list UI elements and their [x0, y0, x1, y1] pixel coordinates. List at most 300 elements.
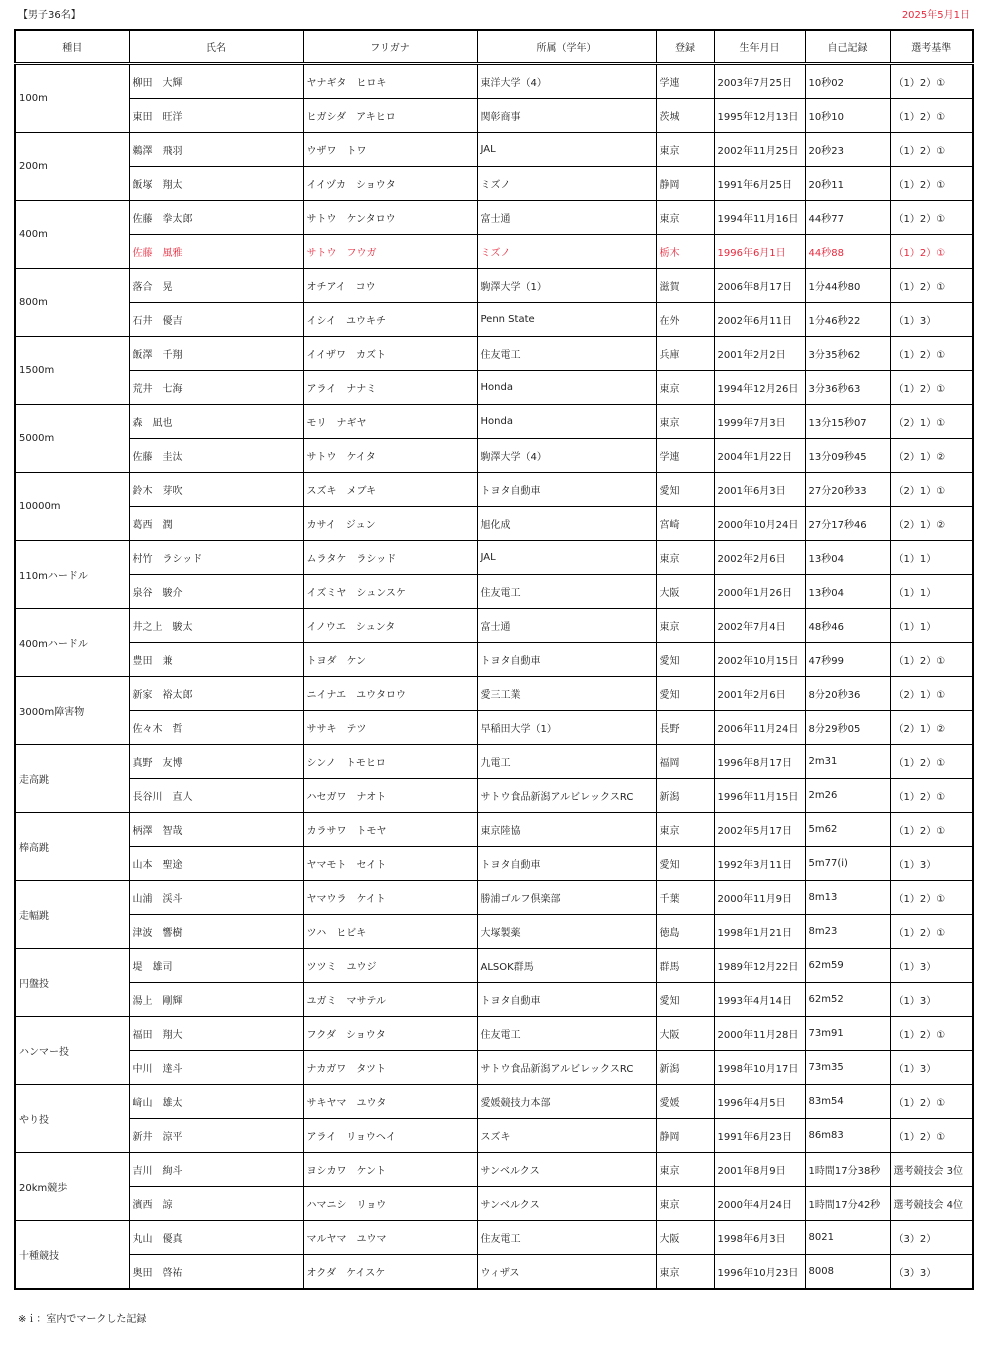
birthdate-cell: 1992年3月11日 [714, 847, 805, 881]
athlete-kana-cell: モリ ナギヤ [303, 405, 477, 439]
table-row [15, 167, 973, 201]
event-cell: 20km競歩 [15, 1153, 129, 1221]
birthdate-cell: 1994年12月26日 [714, 371, 805, 405]
personal-best-cell: 62m59 [805, 949, 890, 983]
affiliation-cell: トヨタ自動車 [477, 643, 656, 677]
personal-best-cell: 20秒11 [805, 167, 890, 201]
table-row [15, 473, 973, 507]
criteria-cell: （1）2）① [890, 1119, 973, 1153]
athlete-name-cell: 佐藤 風雅 [129, 235, 303, 269]
affiliation-cell: JAL [477, 541, 656, 575]
table-row [15, 133, 973, 167]
athlete-kana-cell: サトウ ケイタ [303, 439, 477, 473]
criteria-cell: （1）2）① [890, 643, 973, 677]
criteria-cell: （1）2）① [890, 337, 973, 371]
personal-best-cell: 73m35 [805, 1051, 890, 1085]
table-row [15, 303, 973, 337]
personal-best-cell: 13分09秒45 [805, 439, 890, 473]
table-row [15, 677, 973, 711]
registration-cell: 大阪 [656, 1017, 714, 1051]
registration-cell: 東京 [656, 813, 714, 847]
birthdate-cell: 1996年11月15日 [714, 779, 805, 813]
birthdate-cell: 1996年10月23日 [714, 1255, 805, 1290]
affiliation-cell: ミズノ [477, 167, 656, 201]
registration-cell: 愛知 [656, 847, 714, 881]
birthdate-cell: 2003年7月25日 [714, 64, 805, 99]
athlete-name-cell: 森 凪也 [129, 405, 303, 439]
affiliation-cell: ミズノ [477, 235, 656, 269]
personal-best-cell: 47秒99 [805, 643, 890, 677]
criteria-cell: （1）3） [890, 847, 973, 881]
registration-cell: 静岡 [656, 1119, 714, 1153]
athlete-kana-cell: ツツミ ユウジ [303, 949, 477, 983]
criteria-cell: 選考競技会 3位 [890, 1153, 973, 1187]
criteria-cell: （1）2）① [890, 64, 973, 99]
criteria-cell: （1）2）① [890, 915, 973, 949]
athlete-kana-cell: ムラタケ ラシッド [303, 541, 477, 575]
athlete-name-cell: 新井 涼平 [129, 1119, 303, 1153]
athlete-name-cell: 落合 晃 [129, 269, 303, 303]
criteria-cell: （1）2）① [890, 881, 973, 915]
affiliation-cell: サトウ食品新潟アルビレックスRC [477, 779, 656, 813]
table-row [15, 1153, 973, 1187]
personal-best-cell: 8分20秒36 [805, 677, 890, 711]
athlete-name-cell: 奥田 啓祐 [129, 1255, 303, 1290]
roster-table [14, 29, 974, 1290]
athlete-kana-cell: シンノ トモヒロ [303, 745, 477, 779]
athlete-name-cell: 津波 響樹 [129, 915, 303, 949]
table-row [15, 813, 973, 847]
personal-best-cell: 8021 [805, 1221, 890, 1255]
affiliation-cell: 駒澤大学（1） [477, 269, 656, 303]
registration-cell: 静岡 [656, 167, 714, 201]
birthdate-cell: 1996年6月1日 [714, 235, 805, 269]
criteria-cell: （1）2）① [890, 745, 973, 779]
affiliation-cell: 富士通 [477, 201, 656, 235]
athlete-kana-cell: ササキ テツ [303, 711, 477, 745]
criteria-cell: （1）2）① [890, 201, 973, 235]
athlete-name-cell: 真野 友博 [129, 745, 303, 779]
personal-best-cell: 5m62 [805, 813, 890, 847]
athlete-kana-cell: アライ ナナミ [303, 371, 477, 405]
personal-best-cell: 8m13 [805, 881, 890, 915]
affiliation-cell: Penn State [477, 303, 656, 337]
affiliation-cell: スズキ [477, 1119, 656, 1153]
criteria-cell: （1）2）① [890, 167, 973, 201]
registration-cell: 長野 [656, 711, 714, 745]
athlete-name-cell: 﨑山 雄太 [129, 1085, 303, 1119]
event-cell: 100m [15, 64, 129, 133]
personal-best-cell: 20秒23 [805, 133, 890, 167]
criteria-cell: （1）1） [890, 609, 973, 643]
criteria-cell: （1）3） [890, 303, 973, 337]
affiliation-cell: 住友電工 [477, 1017, 656, 1051]
personal-best-cell: 2m31 [805, 745, 890, 779]
event-cell: 十種競技 [15, 1221, 129, 1290]
event-cell: 400mハードル [15, 609, 129, 677]
table-row [15, 847, 973, 881]
criteria-cell: （1）2）① [890, 1085, 973, 1119]
criteria-cell: （1）2）① [890, 269, 973, 303]
athlete-name-cell: 豊田 兼 [129, 643, 303, 677]
criteria-cell: （1）2）① [890, 371, 973, 405]
registration-cell: 愛知 [656, 643, 714, 677]
athlete-kana-cell: ウザワ トワ [303, 133, 477, 167]
birthdate-cell: 2002年2月6日 [714, 541, 805, 575]
affiliation-cell: Honda [477, 405, 656, 439]
criteria-cell: （1）1） [890, 575, 973, 609]
personal-best-cell: 8008 [805, 1255, 890, 1290]
table-row [15, 949, 973, 983]
athlete-kana-cell: オチアイ コウ [303, 269, 477, 303]
birthdate-cell: 2006年8月17日 [714, 269, 805, 303]
affiliation-cell: 住友電工 [477, 1221, 656, 1255]
personal-best-cell: 10秒10 [805, 99, 890, 133]
birthdate-cell: 2001年2月2日 [714, 337, 805, 371]
column-header-criteria: 選考基準 [890, 30, 973, 64]
birthdate-cell: 2001年8月9日 [714, 1153, 805, 1187]
personal-best-cell: 44秒77 [805, 201, 890, 235]
registration-cell: 愛媛 [656, 1085, 714, 1119]
table-row [15, 1221, 973, 1255]
birthdate-cell: 2000年1月26日 [714, 575, 805, 609]
athlete-name-cell: 柄澤 智哉 [129, 813, 303, 847]
affiliation-cell: サトウ食品新潟アルビレックスRC [477, 1051, 656, 1085]
registration-cell: 愛知 [656, 677, 714, 711]
affiliation-cell: 愛媛競技力本部 [477, 1085, 656, 1119]
personal-best-cell: 48秒46 [805, 609, 890, 643]
birthdate-cell: 2002年11月25日 [714, 133, 805, 167]
athlete-name-cell: 鵜澤 飛羽 [129, 133, 303, 167]
column-header-personal-best: 自己記録 [805, 30, 890, 64]
table-row [15, 711, 973, 745]
criteria-cell: （1）2）① [890, 813, 973, 847]
registration-cell: 東京 [656, 1153, 714, 1187]
personal-best-cell: 1分44秒80 [805, 269, 890, 303]
registration-cell: 大阪 [656, 1221, 714, 1255]
athlete-name-cell: 鈴木 芽吹 [129, 473, 303, 507]
personal-best-cell: 86m83 [805, 1119, 890, 1153]
event-cell: 走幅跳 [15, 881, 129, 949]
table-row [15, 1051, 973, 1085]
athlete-name-cell: 東田 旺洋 [129, 99, 303, 133]
affiliation-cell: 住友電工 [477, 575, 656, 609]
event-cell: 110mハードル [15, 541, 129, 609]
registration-cell: 学連 [656, 64, 714, 99]
registration-cell: 在外 [656, 303, 714, 337]
athlete-kana-cell: トヨダ ケン [303, 643, 477, 677]
event-cell: 1500m [15, 337, 129, 405]
table-row [15, 541, 973, 575]
birthdate-cell: 1996年8月17日 [714, 745, 805, 779]
birthdate-cell: 2002年5月17日 [714, 813, 805, 847]
athlete-kana-cell: イシイ ユウキチ [303, 303, 477, 337]
registration-cell: 宮崎 [656, 507, 714, 541]
birthdate-cell: 2000年10月24日 [714, 507, 805, 541]
affiliation-cell: 東京陸協 [477, 813, 656, 847]
affiliation-cell: JAL [477, 133, 656, 167]
table-row [15, 337, 973, 371]
registration-cell: 東京 [656, 133, 714, 167]
affiliation-cell: Honda [477, 371, 656, 405]
registration-cell: 新潟 [656, 1051, 714, 1085]
column-header-affiliation: 所属（学年） [477, 30, 656, 64]
registration-cell: 群馬 [656, 949, 714, 983]
athlete-name-cell: 福田 翔大 [129, 1017, 303, 1051]
athlete-name-cell: 泉谷 駿介 [129, 575, 303, 609]
event-cell: やり投 [15, 1085, 129, 1153]
event-cell: 200m [15, 133, 129, 201]
criteria-cell: （1）3） [890, 949, 973, 983]
athlete-kana-cell: ツハ ヒビキ [303, 915, 477, 949]
personal-best-cell: 27分17秒46 [805, 507, 890, 541]
registration-cell: 大阪 [656, 575, 714, 609]
criteria-cell: （2）1）② [890, 507, 973, 541]
affiliation-cell: 大塚製薬 [477, 915, 656, 949]
birthdate-cell: 2000年11月28日 [714, 1017, 805, 1051]
registration-cell: 東京 [656, 405, 714, 439]
birthdate-cell: 1999年7月3日 [714, 405, 805, 439]
birthdate-cell: 2001年6月3日 [714, 473, 805, 507]
birthdate-cell: 2001年2月6日 [714, 677, 805, 711]
column-header-birthdate: 生年月日 [714, 30, 805, 64]
registration-cell: 滋賀 [656, 269, 714, 303]
personal-best-cell: 8m23 [805, 915, 890, 949]
event-cell: 5000m [15, 405, 129, 473]
athlete-kana-cell: ハセガワ ナオト [303, 779, 477, 813]
table-row [15, 779, 973, 813]
athlete-kana-cell: ハマニシ リョウ [303, 1187, 477, 1221]
athlete-name-cell: 新家 裕太郎 [129, 677, 303, 711]
athlete-kana-cell: ヤナギタ ヒロキ [303, 64, 477, 99]
affiliation-cell: 九電工 [477, 745, 656, 779]
personal-best-cell: 27分20秒33 [805, 473, 890, 507]
registration-cell: 兵庫 [656, 337, 714, 371]
athlete-name-cell: 佐藤 拳太郎 [129, 201, 303, 235]
athlete-name-cell: 柳田 大輝 [129, 64, 303, 99]
athlete-kana-cell: ヒガシダ アキヒロ [303, 99, 477, 133]
affiliation-cell: 愛三工業 [477, 677, 656, 711]
birthdate-cell: 1996年4月5日 [714, 1085, 805, 1119]
birthdate-cell: 2002年7月4日 [714, 609, 805, 643]
table-row [15, 1085, 973, 1119]
criteria-cell: （1）1） [890, 541, 973, 575]
criteria-cell: （1）2）① [890, 235, 973, 269]
table-row [15, 201, 973, 235]
table-row [15, 1255, 973, 1290]
birthdate-cell: 2006年11月24日 [714, 711, 805, 745]
registration-cell: 茨城 [656, 99, 714, 133]
table-row [15, 1017, 973, 1051]
athlete-kana-cell: ニイナエ ユウタロウ [303, 677, 477, 711]
column-header-name: 氏名 [129, 30, 303, 64]
event-cell: 走高跳 [15, 745, 129, 813]
athlete-name-cell: 丸山 優真 [129, 1221, 303, 1255]
personal-best-cell: 62m52 [805, 983, 890, 1017]
registration-cell: 愛知 [656, 983, 714, 1017]
event-cell: ハンマー投 [15, 1017, 129, 1085]
affiliation-cell: ALSOK群馬 [477, 949, 656, 983]
registration-cell: 東京 [656, 541, 714, 575]
criteria-cell: （2）1）② [890, 711, 973, 745]
table-row [15, 235, 973, 269]
athlete-kana-cell: マルヤマ ユウマ [303, 1221, 477, 1255]
birthdate-cell: 2002年6月11日 [714, 303, 805, 337]
personal-best-cell: 73m91 [805, 1017, 890, 1051]
birthdate-cell: 1991年6月23日 [714, 1119, 805, 1153]
birthdate-cell: 1995年12月13日 [714, 99, 805, 133]
affiliation-cell: サンベルクス [477, 1153, 656, 1187]
criteria-cell: （2）1）① [890, 405, 973, 439]
athlete-kana-cell: カラサワ トモヤ [303, 813, 477, 847]
event-cell: 棒高跳 [15, 813, 129, 881]
table-row [15, 507, 973, 541]
affiliation-cell: 住友電工 [477, 337, 656, 371]
registration-cell: 東京 [656, 1255, 714, 1290]
criteria-cell: （1）2）① [890, 99, 973, 133]
personal-best-cell: 5m77(i) [805, 847, 890, 881]
athlete-name-cell: 佐藤 圭汰 [129, 439, 303, 473]
affiliation-cell: 勝浦ゴルフ倶楽部 [477, 881, 656, 915]
registration-cell: 東京 [656, 371, 714, 405]
column-header-registration: 登録 [656, 30, 714, 64]
registration-cell: 学連 [656, 439, 714, 473]
birthdate-cell: 1998年10月17日 [714, 1051, 805, 1085]
athlete-name-cell: 長谷川 直人 [129, 779, 303, 813]
athlete-name-cell: 石井 優吉 [129, 303, 303, 337]
athlete-name-cell: 井之上 駿太 [129, 609, 303, 643]
table-row [15, 983, 973, 1017]
athlete-name-cell: 中川 達斗 [129, 1051, 303, 1085]
personal-best-cell: 13分15秒07 [805, 405, 890, 439]
athlete-kana-cell: ナカガワ タツト [303, 1051, 477, 1085]
table-row [15, 1119, 973, 1153]
criteria-cell: （1）3） [890, 1051, 973, 1085]
registration-cell: 東京 [656, 609, 714, 643]
criteria-cell: （1）2）① [890, 779, 973, 813]
personal-best-cell: 3分36秒63 [805, 371, 890, 405]
table-header-row [15, 30, 973, 64]
affiliation-cell: 旭化成 [477, 507, 656, 541]
athlete-name-cell: 佐々木 哲 [129, 711, 303, 745]
personal-best-cell: 8分29秒05 [805, 711, 890, 745]
criteria-cell: （1）2）① [890, 133, 973, 167]
personal-best-cell: 2m26 [805, 779, 890, 813]
event-cell: 10000m [15, 473, 129, 541]
athlete-name-cell: 山浦 渓斗 [129, 881, 303, 915]
affiliation-cell: サンベルクス [477, 1187, 656, 1221]
athlete-name-cell: 荒井 七海 [129, 371, 303, 405]
table-row [15, 99, 973, 133]
column-header-kana: フリガナ [303, 30, 477, 64]
affiliation-cell: ウィザス [477, 1255, 656, 1290]
athlete-kana-cell: オクダ ケイスケ [303, 1255, 477, 1290]
registration-cell: 千葉 [656, 881, 714, 915]
table-row [15, 371, 973, 405]
personal-best-cell: 1時間17分42秒 [805, 1187, 890, 1221]
table-row [15, 269, 973, 303]
affiliation-cell: トヨタ自動車 [477, 473, 656, 507]
table-row [15, 1187, 973, 1221]
athlete-name-cell: 飯塚 翔太 [129, 167, 303, 201]
criteria-cell: （3）2） [890, 1221, 973, 1255]
athlete-kana-cell: サトウ ケンタロウ [303, 201, 477, 235]
column-header-event: 種目 [15, 30, 129, 64]
personal-best-cell: 1時間17分38秒 [805, 1153, 890, 1187]
table-row [15, 575, 973, 609]
registration-cell: 新潟 [656, 779, 714, 813]
athlete-kana-cell: フクダ ショウタ [303, 1017, 477, 1051]
registration-cell: 愛知 [656, 473, 714, 507]
affiliation-cell: トヨタ自動車 [477, 983, 656, 1017]
athlete-kana-cell: サキヤマ ユウタ [303, 1085, 477, 1119]
roster-body [15, 64, 973, 1290]
footnote: ※ｉ：室内でマークした記録 [18, 1314, 147, 1325]
affiliation-cell: トヨタ自動車 [477, 847, 656, 881]
athlete-name-cell: 吉川 絢斗 [129, 1153, 303, 1187]
athlete-name-cell: 葛西 潤 [129, 507, 303, 541]
athlete-kana-cell: カサイ ジュン [303, 507, 477, 541]
criteria-cell: （3）3） [890, 1255, 973, 1290]
personal-best-cell: 10秒02 [805, 64, 890, 99]
criteria-cell: （2）1）② [890, 439, 973, 473]
affiliation-cell: 駒澤大学（4） [477, 439, 656, 473]
personal-best-cell: 13秒04 [805, 575, 890, 609]
criteria-cell: 選考競技会 4位 [890, 1187, 973, 1221]
table-row [15, 915, 973, 949]
athlete-kana-cell: イイザワ カズト [303, 337, 477, 371]
personal-best-cell: 44秒88 [805, 235, 890, 269]
athlete-name-cell: 村竹 ラシッド [129, 541, 303, 575]
registration-cell: 東京 [656, 201, 714, 235]
birthdate-cell: 1998年6月3日 [714, 1221, 805, 1255]
table-row [15, 881, 973, 915]
athlete-name-cell: 山本 聖途 [129, 847, 303, 881]
affiliation-cell: 関彰商事 [477, 99, 656, 133]
personal-best-cell: 1分46秒22 [805, 303, 890, 337]
affiliation-cell: 富士通 [477, 609, 656, 643]
criteria-cell: （2）1）① [890, 473, 973, 507]
table-row [15, 643, 973, 677]
athlete-kana-cell: ヤマウラ ケイト [303, 881, 477, 915]
athlete-kana-cell: イイヅカ ショウタ [303, 167, 477, 201]
birthdate-cell: 2000年11月9日 [714, 881, 805, 915]
event-cell: 400m [15, 201, 129, 269]
criteria-cell: （1）2）① [890, 1017, 973, 1051]
registration-cell: 栃木 [656, 235, 714, 269]
athlete-kana-cell: イノウエ シュンタ [303, 609, 477, 643]
athlete-name-cell: 飯澤 千翔 [129, 337, 303, 371]
personal-best-cell: 13秒04 [805, 541, 890, 575]
table-row [15, 609, 973, 643]
page-title: 【男子36名】 [18, 10, 81, 21]
athlete-kana-cell: アライ リョウヘイ [303, 1119, 477, 1153]
birthdate-cell: 1994年11月16日 [714, 201, 805, 235]
athlete-kana-cell: ヨシカワ ケント [303, 1153, 477, 1187]
athlete-kana-cell: ユガミ マサテル [303, 983, 477, 1017]
criteria-cell: （1）3） [890, 983, 973, 1017]
event-cell: 円盤投 [15, 949, 129, 1017]
athlete-kana-cell: ヤマモト セイト [303, 847, 477, 881]
athlete-name-cell: 湯上 剛輝 [129, 983, 303, 1017]
birthdate-cell: 2004年1月22日 [714, 439, 805, 473]
personal-best-cell: 83m54 [805, 1085, 890, 1119]
birthdate-cell: 1991年6月25日 [714, 167, 805, 201]
athlete-kana-cell: イズミヤ シュンスケ [303, 575, 477, 609]
registration-cell: 徳島 [656, 915, 714, 949]
registration-cell: 福岡 [656, 745, 714, 779]
athlete-name-cell: 堤 雄司 [129, 949, 303, 983]
